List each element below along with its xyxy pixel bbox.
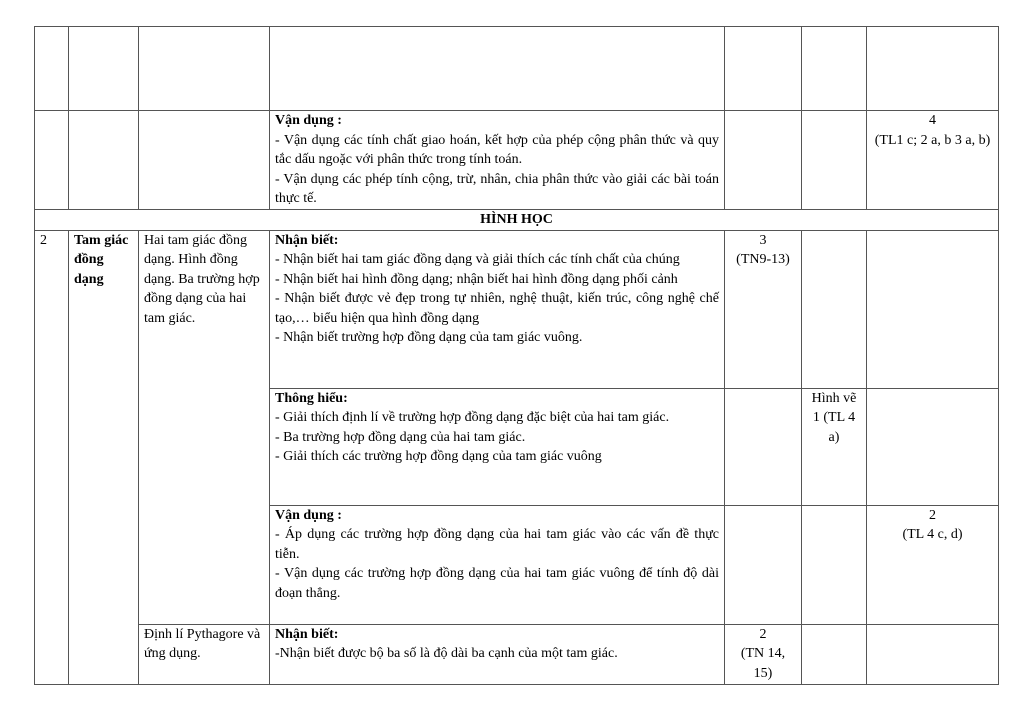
table-cell	[725, 505, 802, 624]
requirement-line: - Nhận biết trường hợp đồng dạng của tam giác vuông.	[275, 330, 583, 345]
level-heading: Nhận biết:	[275, 232, 339, 248]
table-cell	[802, 624, 867, 684]
question-count: 2	[929, 507, 936, 523]
question-count-cell	[725, 230, 802, 388]
requirement-line: - Nhận biết hai tam giác đồng dạng và giải thích các tính chất của chúng	[275, 252, 680, 267]
table-cell	[35, 27, 69, 111]
table-cell	[867, 27, 999, 111]
requirement-line: - Giải thích các trường hợp đồng dạng của tam giác vuông	[275, 449, 602, 464]
section-title: HÌNH HỌC	[35, 210, 999, 231]
question-count: 3	[759, 232, 767, 248]
requirement-cell	[270, 388, 725, 505]
question-ref: (TN9-13)	[736, 252, 790, 267]
question-count: 4	[929, 113, 936, 128]
requirement-line: -Nhận biết được bộ ba số là độ dài ba cạnh của một tam giác.	[275, 646, 618, 661]
requirement-cell	[270, 624, 725, 684]
table-cell	[725, 111, 802, 210]
topic-name: Tam giác đồng dạng	[69, 230, 139, 684]
level-heading: Vận dụng :	[275, 507, 342, 523]
table-cell	[802, 27, 867, 111]
matrix-table	[34, 26, 999, 685]
topic-number: 2	[35, 230, 69, 684]
question-count-cell	[725, 624, 802, 684]
level-heading: Nhận biết:	[275, 626, 339, 642]
table-cell	[69, 111, 139, 210]
question-ref: (TL1 c; 2 a, b 3 a, b)	[874, 132, 991, 148]
unit-content: Hai tam giác đồng dạng. Hình đồng dạng. Ba trường hợp đồng dạng của hai tam giác.	[139, 230, 270, 624]
requirement-line: - Nhận biết được vẻ đẹp trong tự nhiên, nghệ thuật, kiến trúc, công nghệ chế tạo,… biểu hiện qua hình đồng dạng	[275, 291, 719, 326]
requirement-cell	[270, 505, 725, 624]
table-cell	[867, 624, 999, 684]
requirement-line: - Áp dụng các trường hợp đồng dạng của hai tam giác vào các vấn đề thực tiễn.	[275, 527, 719, 562]
unit-content: Định lí Pythagore và ứng dụng.	[139, 624, 270, 684]
table-cell	[802, 230, 867, 388]
question-ref: (TL 4 c, d)	[902, 527, 963, 542]
requirement-line: - Giải thích định lí về trường hợp đồng dạng đặc biệt của hai tam giác.	[275, 410, 670, 425]
question-count-cell	[867, 111, 999, 210]
table-cell	[725, 388, 802, 505]
requirement-line: - Vận dụng các trường hợp đồng dạng của hai tam giác vuông để tính độ dài đoạn thẳng.	[275, 566, 719, 601]
level-heading: Thông hiểu:	[275, 390, 348, 406]
table-cell	[867, 388, 999, 505]
table-row	[35, 111, 999, 210]
table-cell	[725, 27, 802, 111]
question-ref: (TN 14, 15)	[740, 646, 786, 681]
table-cell	[69, 27, 139, 111]
table-cell	[139, 111, 270, 210]
table-row	[35, 210, 999, 231]
table-cell	[139, 27, 270, 111]
requirement-line: - Vận dụng các tính chất giao hoán, kết hợp của phép cộng phân thức và quy tắc dấu ngoặc với phân thức trong tính toán.	[275, 132, 719, 167]
level-heading: Vận dụng :	[275, 113, 342, 128]
requirement-line: - Nhận biết hai hình đồng dạng; nhận biết hai hình đồng dạng phối cảnh	[275, 271, 678, 287]
requirement-cell	[270, 111, 725, 210]
table-cell	[35, 111, 69, 210]
table-cell	[802, 111, 867, 210]
question-count-cell: Hình vẽ 1 (TL 4 a)	[802, 388, 867, 505]
table-row	[35, 624, 999, 684]
requirement-line: - Ba trường hợp đồng dạng của hai tam giác.	[275, 429, 526, 445]
table-cell	[270, 27, 725, 111]
table-cell	[802, 505, 867, 624]
requirement-line: - Vận dụng các phép tính cộng, trừ, nhân, chia phân thức vào giải các bài toán thực tế.	[275, 171, 719, 206]
table-cell	[867, 230, 999, 388]
question-count-cell	[867, 505, 999, 624]
question-count: 2	[759, 626, 767, 642]
table-row	[35, 27, 999, 111]
table-row	[35, 230, 999, 388]
requirement-cell	[270, 230, 725, 388]
